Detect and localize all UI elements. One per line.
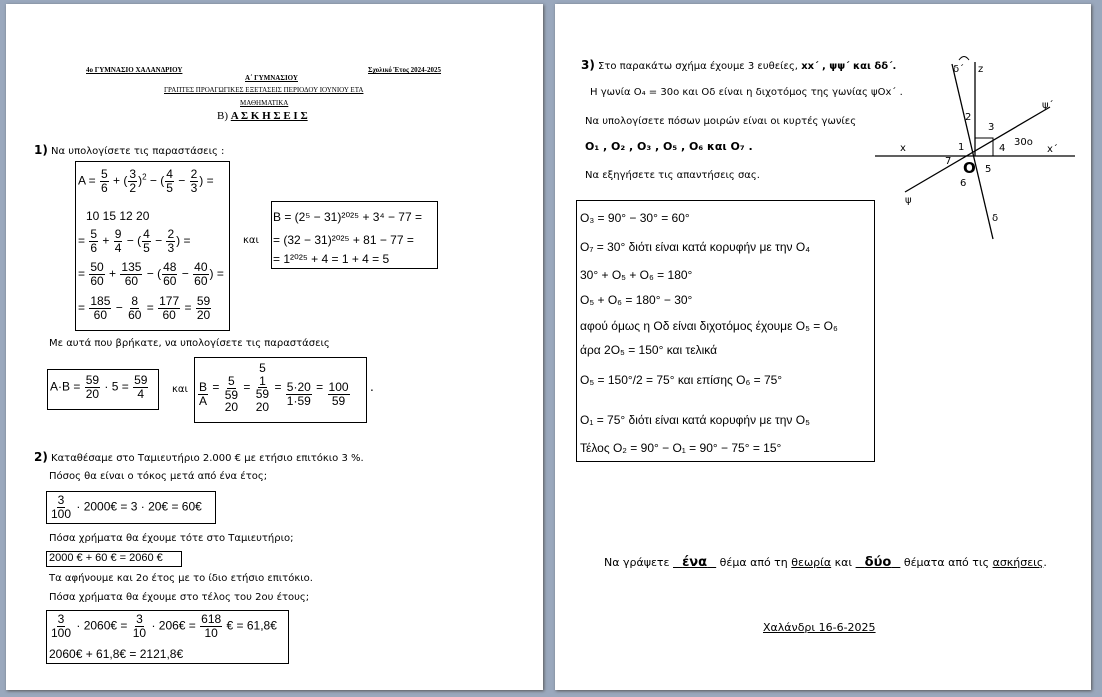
fig-psi-prime: ψ΄ [1042,100,1054,111]
b-line-2: = (32 − 31)²⁰²⁵ + 81 − 77 = [273,233,414,247]
ex3-angles: Ο₁ , Ο₂ , Ο₃ , Ο₅ , Ο₆ και Ο₇ . [585,140,753,153]
expression-a-box [75,161,230,331]
class-title: Α΄ ΓΥΜΝΑΣΙΟΥ [245,74,298,82]
solution-line-3: 30° + Ο₅ + Ο₆ = 180° [580,268,693,282]
and-label: και [243,235,259,246]
fig-n2: 2 [965,112,972,123]
fig-n4: 4 [999,143,1006,154]
a-denominators: 10 15 12 20 [86,209,150,223]
interest-expression: $\frac{3}{100}$ · 2000€ = 3 · 20€ = 60€ [51,493,202,521]
solution-line-5: αφού όμως η Οδ είναι διχοτόμος έχουμε Ο₅ = Ο₆ [580,319,838,333]
and-label-2: και [172,384,188,395]
product-label: Α·Β = [50,379,81,394]
footer-end: . [1043,556,1047,569]
footer-one: ένα [682,555,708,570]
quotient-expression: $\frac{B}{A}$ = 5 59 20 = 5 1 59 20 = $\frac{5\cdot 20}{1\cdot 59}$ = $\frac{100}{59}$ [199,361,349,415]
ex2-prompt: Καταθέσαμε στο Ταμιευτήριο 2.000 € με ετήσιο επιτόκιο 3 %. [51,453,364,464]
place-date: Χαλάνδρι 16-6-2025 [763,621,876,634]
footer-text-b: θέμα από τη [719,556,788,569]
fig-n5: 5 [985,164,992,175]
ex2-heading [34,450,364,464]
right-angle-mark [975,138,993,156]
ex3-given: Η γωνία Ο₄ = 30ο και Οδ είναι η διχοτόμος της γωνίας ψΟx΄ . [590,87,903,98]
solution-line-7: Ο₅ = 150°/2 = 75° και επίσης Ο₆ = 75° [580,373,783,387]
solution-line-8: Ο₁ = 75° διότι είναι κατά κορυφήν με την Ο₅ [580,413,810,427]
product-box [47,369,159,410]
footer-theory: θεωρία [791,556,832,569]
second-year-line-2: 2060€ + 61,8€ = 2121,8€ [49,647,184,661]
fig-n6: 6 [960,178,967,189]
solution-box [576,200,875,462]
ex2-question-1: Πόσος θα είναι ο τόκος μετά από ένα έτος; [49,471,268,482]
section-prefix: Β) [217,110,228,122]
interest-box [46,491,216,524]
fig-origin: O [963,159,976,177]
ex1-heading [34,143,224,157]
ex3-explain: Να εξηγήσετε τις απαντήσεις σας. [585,170,760,181]
b-line-3: = 1²⁰²⁵ + 4 = 1 + 4 = 5 [273,252,390,266]
fig-x: x [900,143,906,154]
ex1-number: 1) [34,143,48,157]
ex3-prompt: Στο παρακάτω σχήμα έχουμε 3 ευθείες, [598,61,798,72]
fig-n3: 3 [988,122,995,133]
a-line-2: = $\frac{5}{6}$ + $\frac{9}{4}$ − ( $\frac{4}{5}$ − $\frac{2}{3}$ ) = [78,227,191,255]
ex2-question-4: Πόσα χρήματα θα έχουμε στο τέλος του 2ου έτους; [49,592,310,603]
fig-x-prime: x΄ [1047,144,1058,155]
solution-line-4: Ο₅ + Ο₆ = 180° − 30° [580,293,693,307]
subject-title: ΜΑΘΗΜΑΤΙΚΑ [240,99,289,107]
ex3-heading [581,58,896,72]
school-name: 4ο ΓΥΜΝΑΣΙΟ ΧΑΛΑΝΔΡΙΟΥ [86,66,183,74]
ex2-question-2: Πόσα χρήματα θα έχουμε τότε στο Ταμιευτήριο; [49,533,294,544]
interest-result: · 2000€ = 3 · 20€ = 60€ [76,499,202,514]
footer-two: δύο [864,555,892,570]
solution-line-9: Τέλος Ο₂ = 90° − Ο₁ = 90° − 75° = 15° [580,441,782,455]
a-line-4: = $\frac{185}{60}$ − $\frac{8}{60}$ = $\frac{177}{60}$ = $\frac{59}{20}$ [78,294,211,322]
section-title: Α Σ Κ Η Σ Ε Ι Σ [230,110,308,122]
quotient-box [194,357,367,423]
ex1-followup: Με αυτά που βρήκατε, να υπολογίσετε τις παραστάσεις [49,338,330,349]
footer-text-d: θέματα από τις [903,556,990,569]
page-left [6,4,543,690]
ex3-ask: Να υπολογίσετε πόσων μοιρών είναι οι κυρτές γωνίες [585,116,857,127]
exam-title: ΓΡΑΠΤΕΣ ΠΡΟΑΓΩΓΙΚΕΣ ΕΞΕΤΑΣΕΙΣ ΠΕΡΙΟΔΟΥ ΙΟΥΝΙΟΥ ΕΤΑ [164,86,364,94]
fig-delta-prime: δ΄ [953,64,965,75]
fig-n7: 7 [945,156,952,167]
solution-line-6: άρα 2Ο₅ = 150° και τελικά [580,343,718,357]
fig-z: z [978,64,984,75]
period-mark: . [370,380,374,394]
product-expression: Α·Β = $\frac{59}{20}$ · 5 = $\frac{59}{4}$ [50,373,148,401]
fig-psi: ψ [905,195,912,206]
ex2-question-3: Τα αφήνουμε και 2ο έτος με το ίδιο ετήσιο επιτόκιο. [49,573,313,584]
footer-instruction [604,555,1047,570]
a-line-3: = $\frac{50}{60}$ + $\frac{135}{60}$ − ( $\frac{48}{60}$ − $\frac{40}{60}$ ) = [78,260,224,288]
solution-line-2: Ο₇ = 30° διότι είναι κατά κορυφήν με την Ο₄ [580,240,811,254]
fig-deg30: 30ο [1014,137,1033,148]
fig-delta: δ [992,213,999,224]
ex3-number: 3) [581,58,595,72]
arc-mark [959,57,969,61]
balance-expression: 2000 € + 60 € = 2060 € [49,552,163,564]
footer-text-c: και [834,556,853,569]
b-line-1: Β = (2⁵ − 31)²⁰²⁵ + 3⁴ − 77 = [273,210,422,224]
footer-exercises: ασκήσεις [992,556,1044,569]
fig-n1: 1 [958,142,965,153]
solution-line-1: Ο₃ = 90° − 30° = 60° [580,211,690,225]
second-year-line-1: $\frac{3}{100}$ · 2060€ = $\frac{3}{10}$ · 206€ = $\frac{618}{10}$ € = 61,8€ [51,612,277,640]
a-label: Α [78,173,86,188]
ex2-number: 2) [34,450,48,464]
second-year-box [46,610,289,664]
section-heading [217,110,308,122]
expression-b-box [271,201,438,269]
page-right [555,4,1091,690]
line-psi [905,107,1050,192]
balance-box [46,551,182,567]
a-line-1: Α = $\frac{5}{6}$ + ( $\frac{3}{2}$ )$^2$ − ( $\frac{4}{5}$ − $\frac{2}{3}$ ) = [78,167,214,195]
school-year: Σχολικό Έτος 2024-2025 [368,66,442,74]
footer-text-a: Να γράψετε [604,556,670,569]
ex3-lines: xx΄ , ψψ΄ και δδ΄. [801,61,897,72]
ex1-prompt: Να υπολογίσετε τις παραστάσεις : [51,146,225,157]
